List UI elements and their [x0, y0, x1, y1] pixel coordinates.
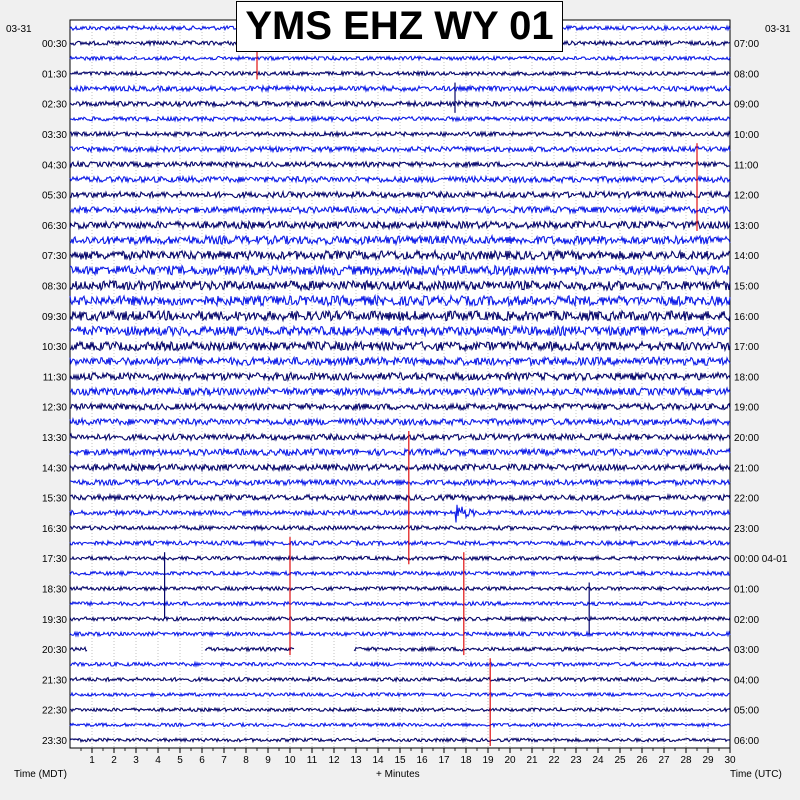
x-tick-label: 6 — [199, 755, 205, 766]
x-tick-label: 15 — [394, 755, 406, 766]
x-tick-label: 25 — [614, 755, 626, 766]
right-time-label: 19:00 — [734, 402, 760, 414]
left-time-label: 18:30 — [41, 584, 67, 596]
left-time-label: 04:30 — [41, 160, 67, 172]
left-time-labels — [42, 39, 67, 747]
right-time-label: 01:00 — [734, 584, 760, 596]
left-time-label: 16:30 — [41, 523, 67, 535]
right-time-label: 20:00 — [734, 433, 760, 445]
x-tick-label: 4 — [155, 755, 161, 766]
left-time-label: 12:30 — [41, 402, 67, 414]
x-tick-label: 12 — [328, 755, 340, 766]
left-time-label: 15:30 — [41, 493, 67, 505]
left-time-label: 17:30 — [41, 554, 67, 566]
right-time-label: 03:00 — [734, 645, 760, 657]
x-axis-title: + Minutes — [376, 769, 420, 780]
x-tick-label: 10 — [284, 755, 296, 766]
x-tick-label: 17 — [438, 755, 450, 766]
station-title — [236, 1, 563, 52]
right-time-label: 08:00 — [734, 69, 760, 81]
x-tick-label: 16 — [416, 755, 428, 766]
right-time-label: 16:00 — [734, 311, 760, 323]
left-time-label: 20:30 — [41, 645, 67, 657]
left-time-label: 07:30 — [41, 251, 67, 263]
x-tick-label: 14 — [372, 755, 384, 766]
right-time-label: 00:00 04-01 — [734, 554, 788, 566]
x-tick-label: 9 — [265, 755, 271, 766]
x-tick-label: 19 — [482, 755, 494, 766]
x-tick-label: 22 — [548, 755, 560, 766]
right-time-label: 10:00 — [734, 130, 760, 142]
right-time-label: 22:00 — [734, 493, 760, 505]
right-time-label: 07:00 — [734, 39, 760, 51]
x-tick-label: 28 — [680, 755, 692, 766]
x-axis-ticks — [81, 748, 736, 766]
right-time-label: 18:00 — [734, 372, 760, 384]
x-tick-label: 2 — [111, 755, 117, 766]
x-tick-label: 20 — [504, 755, 516, 766]
x-tick-label: 3 — [133, 755, 139, 766]
left-time-label: 09:30 — [41, 311, 67, 323]
x-tick-label: 11 — [306, 755, 318, 766]
left-time-label: 02:30 — [41, 99, 67, 111]
left-time-label: 19:30 — [41, 614, 67, 626]
x-tick-label: 7 — [221, 755, 227, 766]
left-axis-title: Time (MDT) — [14, 769, 67, 780]
left-time-label: 22:30 — [41, 705, 67, 717]
x-tick-label: 24 — [592, 755, 604, 766]
left-time-label: 06:30 — [41, 220, 67, 232]
x-tick-label: 30 — [724, 755, 736, 766]
x-tick-label: 1 — [89, 755, 95, 766]
right-time-label: 23:00 — [734, 523, 760, 535]
right-time-label: 13:00 — [734, 220, 760, 232]
left-time-label: 14:30 — [41, 463, 67, 475]
x-tick-label: 8 — [243, 755, 249, 766]
left-time-label: 21:30 — [41, 675, 67, 687]
right-time-label: 17:00 — [734, 342, 760, 354]
station-title-text: YMS EHZ WY 01 — [245, 4, 554, 48]
right-time-label: 15:00 — [734, 281, 760, 293]
x-tick-label: 23 — [570, 755, 582, 766]
right-time-label: 11:00 — [734, 160, 759, 172]
left-time-label: 01:30 — [41, 69, 67, 81]
right-axis-title: Time (UTC) — [730, 769, 782, 780]
x-tick-label: 18 — [460, 755, 472, 766]
x-tick-label: 27 — [658, 755, 670, 766]
left-time-label: 00:30 — [41, 39, 67, 51]
right-time-label: 14:00 — [734, 251, 760, 263]
right-time-label: 21:00 — [734, 463, 760, 475]
left-time-label: 03:30 — [41, 130, 67, 142]
left-date-label: 03-31 — [6, 24, 32, 35]
right-time-label: 06:00 — [734, 736, 760, 747]
right-time-label: 02:00 — [734, 614, 760, 626]
right-time-label: 12:00 — [734, 190, 760, 202]
left-time-label: 11:30 — [42, 372, 67, 384]
x-tick-label: 13 — [350, 755, 362, 766]
x-tick-label: 26 — [636, 755, 648, 766]
right-time-label: 09:00 — [734, 99, 760, 111]
left-time-label: 10:30 — [41, 342, 67, 354]
right-time-label: 04:00 — [734, 675, 760, 687]
right-date-label: 03-31 — [765, 24, 791, 35]
x-tick-label: 21 — [526, 755, 538, 766]
right-time-labels — [734, 39, 788, 747]
left-time-label: 13:30 — [41, 433, 67, 445]
left-time-label: 23:30 — [41, 736, 67, 747]
x-tick-label: 29 — [702, 755, 714, 766]
right-time-label: 05:00 — [734, 705, 760, 717]
left-time-label: 08:30 — [41, 281, 67, 293]
left-time-label: 05:30 — [41, 190, 67, 202]
x-tick-label: 5 — [177, 755, 183, 766]
